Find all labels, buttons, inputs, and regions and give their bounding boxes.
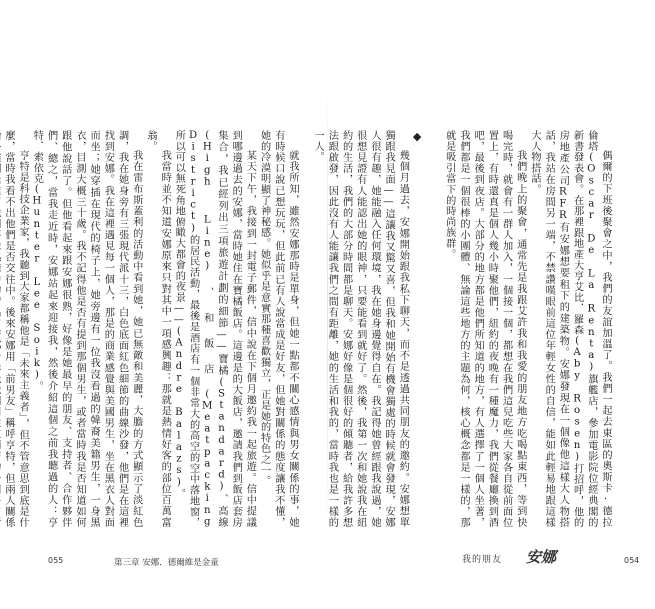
right-page-text [312,130,612,528]
paragraph: 偶爾的下班後聚會之中，我們的友誼加溫了。我們一起去東區的奧斯卡·德拉倫塔(Oscar De La Renta)旗艦店，參加電影院位經典閣的新書發表會。在那裡跟地產大亨艾比．羅森(Aby Rosen)打招呼，他的房地產公司RFR有安娜想要租下的建築物。安娜發現在一個像他這樣大人物搭話，我站在房間另一端，不禁讚嘆眼前這位年輕女性的自信，能如此輕易地跟這樣大人物搭話。 [528,130,611,528]
paragraph: 我在雷布斯蓋利的活動中看到她，她已無敵和美麗，大膽的方式顯示了淡紅色調，我在她身旁有三張現代派十三，白色底面紅色細節的曲線沙發，他們是在這裡找到安娜。我在這裡遇見每一個人，那是的商業感覺與美國男生，坐在黑衣人對面而坐；她穿插在現代的椅子上，她旁邊有一位我沒看過的韓裔美籍男生，一身黑衣，目測大概三十歲。我不記得他是否有提到那個男生，或者當時我是否知道如何跟他說話了。但他看起來跟安娜很熟，好像是她最早的朋友、支持者、合作夥伴們、總之，當我走近時，安娜站起來迎接我，然後介紹這個之前我聽過的人：亨特．索依克(Hunter Lee Soik)。 [31,130,142,528]
page-number: 055 [48,556,64,565]
paragraph: 某天下午，我接到一封電子郵件，信中說在下個月邀約我一起旅遊。信中提議到哪邊過去的安娜，當時她住在寶橘飯店。這邊是的大飯店，邀請我們到飯店套房集合，我已經列出三項旅遊計劃的細節——寶橘(Standard)、高線(High Line)、和飯店(Meatpacking District)的居民活動，最後是酒店有一個非常大的高空的空中落地窗，所以可以無死角地俯瞰大都會的夜景——(Andre Balazs)。 [173,130,256,528]
paragraph: 就我所知，雖然安娜那時是單身，但她一點都不關心感情與男女關係的事，她有時候口說已想玩玩，但此前已有人說當成是好友，但她對關係的態度讓我不懂，她的冷漠明顯了神秘感。她似乎是意實那種喜歡獨立，正是她的特色之一。 [258,130,298,528]
page-number: 054 [624,556,640,565]
book-title-signature: 安娜 [526,548,557,566]
paragraph: 我當時並不知道安娜原來只對其中一項感興趣：那就是熱情好客的部位百萬富翁。 [144,130,171,528]
left-page-text [2,130,299,528]
paragraph: 我們晚上的聚會，通常先是我跟艾許我和我愛的朋友地方吃喝點東西，等到快喝完時，就會有一群人加入，一個接一個，都想在我們這兒吃些大家各自從前面位置上，有時還真是個人幾小時聚他們，紐約的夜晚有一種魔力，我們從餐廳換到酒吧，最後到夜店。大部分的地方都是他們所知道的地方，有人選擇了一個人坐著，我們都是一個很棒的小團體、無論這些地方的主題為何，核心概念都是一樣的，那就是吸引當下的時尚族群。 [443,130,526,528]
paragraph: 亨特是科技企業家，我聽到大家都稱他是「未來主義者」，但不管意思到底是什麼，當時我看不出他們是否交往中。後來安娜用「前男友」稱呼亨特，但兩人關係 [2,130,29,528]
paragraph: 幾個月過去，安娜開始跟我私下聊天，而不是透過共同朋友的邀約。安娜想單獨跟我見面——這讓我又驚又喜，但我和她開始有機會獨處的時候就會發現，安娜人很有趣，她能融入任何環境，我在她身邊覺得自在。我記得她曾經跟我說過，她很想見證有人能認出她的眼神，只要能看到就好了。然後，我第一次和她說我在紐約的生活，我們的大部分時間都是聊天。安娜好像是個很好的傾聽者，給我許多想法跟啟發，因此沒有人能讓我們之間有距離，她的生活和我的，當時我也是一樣的一人。 [312,130,409,528]
chapter-header: 第三章 安娜．德爾維是金童 [114,558,219,568]
left-page [0,0,327,609]
right-page [312,0,655,609]
section-marker: ◆ [410,130,424,144]
book-title: 我的朋友 [462,555,503,565]
